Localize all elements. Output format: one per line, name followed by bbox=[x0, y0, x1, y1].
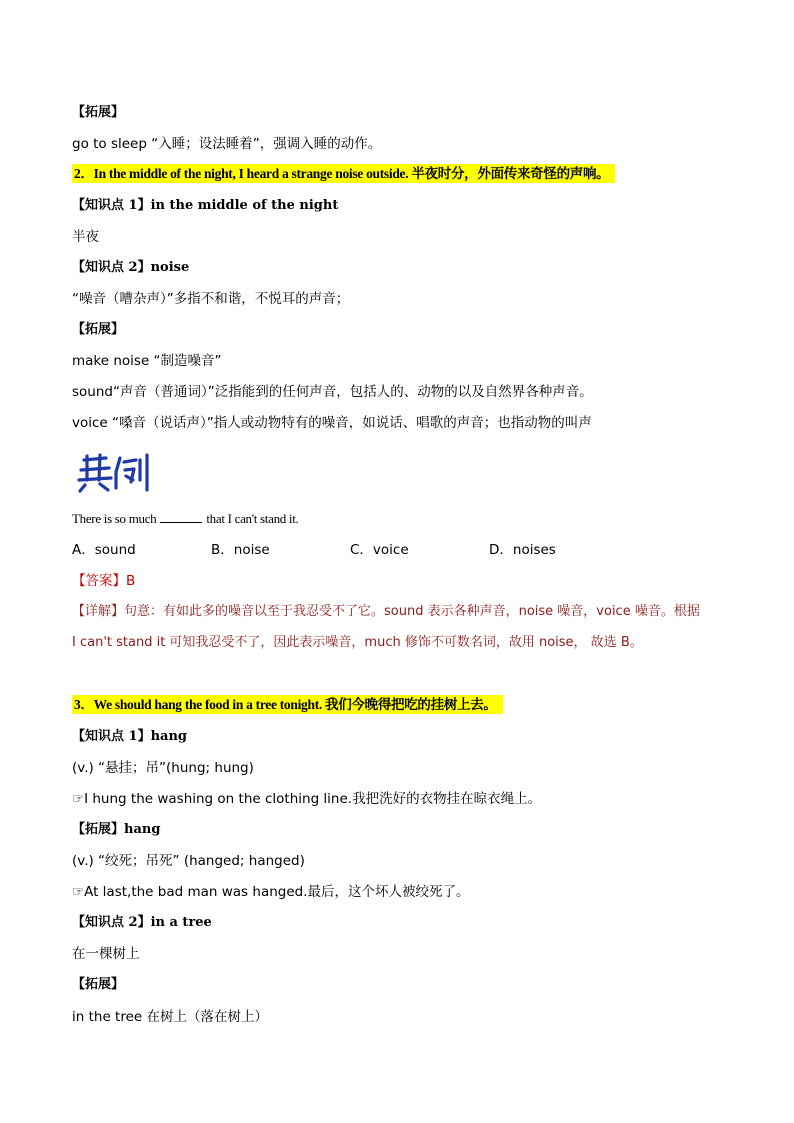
highlighted-sentence: 2．In the middle of the night, I heard a strange noise outside. 半夜时分，外面传来奇怪的声响。 bbox=[72, 164, 615, 183]
knowledge-point-2-text: “噪音（嘈杂声）”多指不和谐，不悦耳的声音； bbox=[72, 291, 350, 307]
expand-text: in the tree 在树上（落在树上） bbox=[72, 1009, 268, 1025]
knowledge-point-2-label: 【知识点 2】noise bbox=[72, 260, 190, 275]
knowledge-point-1-label: 【知识点 1】hang bbox=[72, 729, 187, 744]
expand-text: make noise “制造噪音” bbox=[72, 353, 222, 369]
expand-text: sound“声音（普通词）”泛指能到的任何声音，包括人的、动物的以及自然界各种声音。 bbox=[72, 384, 593, 400]
question-stem bbox=[72, 508, 299, 529]
answer: 【答案】B bbox=[72, 573, 136, 589]
knowledge-point-1-label: 【知识点 1】in the middle of the night bbox=[72, 198, 339, 213]
expand-label: 【拓展】hang bbox=[72, 822, 161, 837]
question-text-after: that I can't stand it. bbox=[206, 511, 299, 526]
option-b[interactable]: B．noise bbox=[211, 542, 270, 558]
options-row bbox=[72, 540, 628, 560]
expand-text: voice “嗓音（说话声）”指人或动物特有的噪音，如说话、唱歌的声音；也指动物的叫声 bbox=[72, 415, 592, 431]
expand-label: 【拓展】 bbox=[72, 322, 125, 337]
expand-text: (v.) “绞死；吊死” (hanged; hanged) bbox=[72, 853, 305, 869]
knowledge-point-1-text: 半夜 bbox=[72, 229, 99, 245]
item-2-sentence bbox=[72, 164, 615, 184]
answer-blank[interactable] bbox=[160, 508, 202, 523]
option-a[interactable]: A．sound bbox=[72, 542, 136, 558]
knowledge-point-2-text: 在一棵树上 bbox=[72, 946, 140, 962]
expand-label: 【拓展】 bbox=[72, 977, 125, 992]
knowledge-point-2-label: 【知识点 2】in a tree bbox=[72, 915, 212, 930]
detail-line-2: I can't stand it 可知我忍受不了，因此表示噪音，much 修饰不可数名词，故用 noise， 故选 B。 bbox=[72, 635, 643, 650]
example-sentence: ☞I hung the washing on the clothing line.我把洗好的衣物挂在晾衣绳上。 bbox=[72, 791, 542, 807]
option-c[interactable]: C．voice bbox=[350, 542, 409, 558]
example-sentence: ☞At last,the bad man was hanged.最后，这个坏人被绞死了。 bbox=[72, 884, 470, 900]
highlighted-sentence: 3．We should hang the food in a tree tonight. 我们今晚得把吃的挂树上去。 bbox=[72, 695, 503, 714]
question-text-before: There is so much bbox=[72, 511, 157, 526]
option-d[interactable]: D．noises bbox=[489, 542, 556, 558]
knowledge-point-1-text: (v.) “悬挂；吊”(hung; hung) bbox=[72, 760, 254, 776]
example-logo-icon bbox=[76, 450, 152, 494]
expand-label: 【拓展】 bbox=[72, 105, 125, 120]
item-3-sentence bbox=[72, 695, 503, 715]
detail-line-1: 【详解】句意：有如此多的噪音以至于我忍受不了它。sound 表示各种声音，noise 噪音，voice 噪音。根据 bbox=[72, 604, 700, 619]
expand-text: go to sleep “入睡；设法睡着”，强调入睡的动作。 bbox=[72, 136, 382, 152]
